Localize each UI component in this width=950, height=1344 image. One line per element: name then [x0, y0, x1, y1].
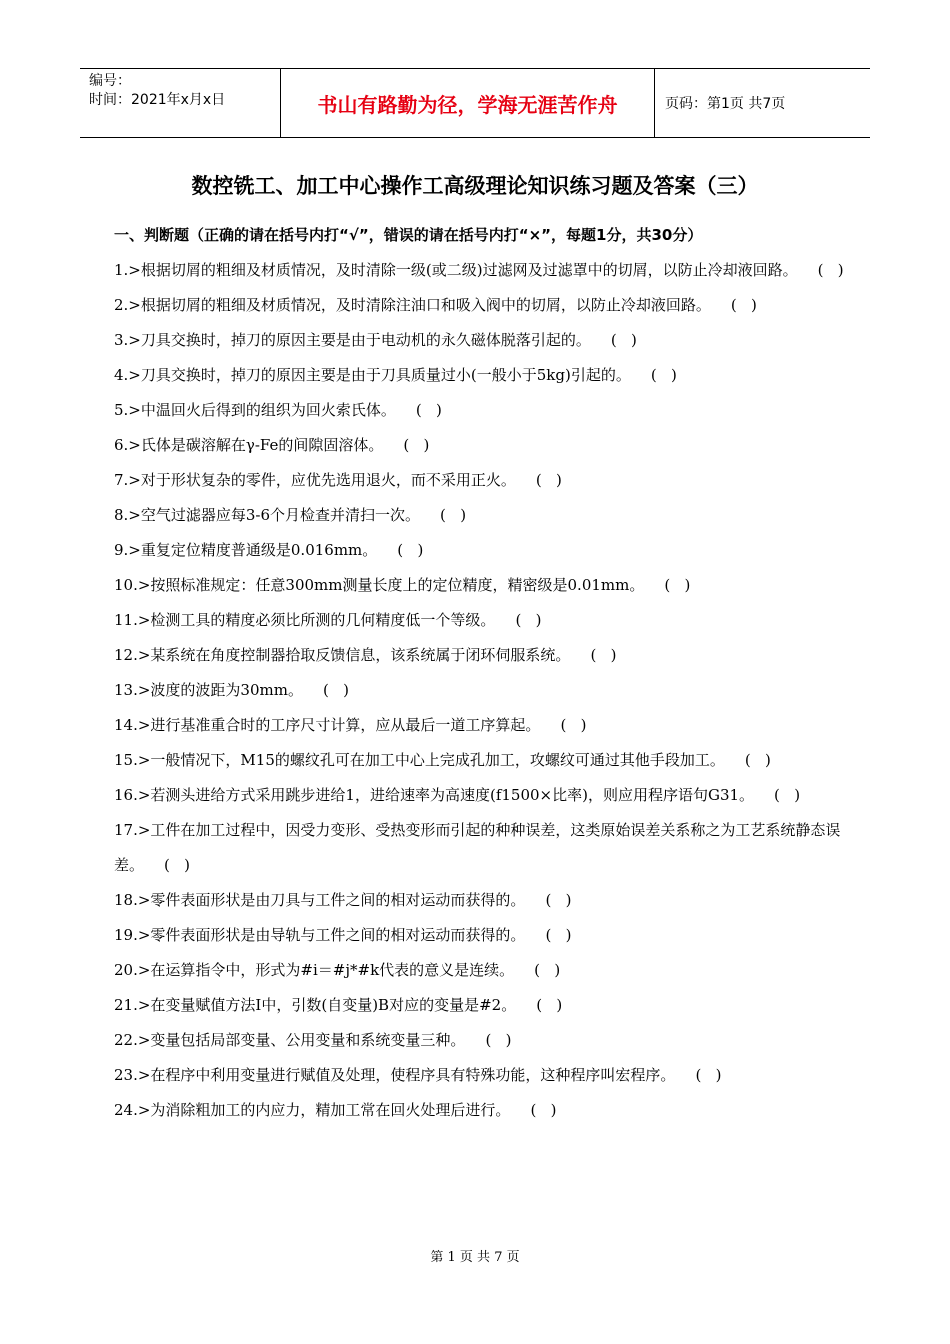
question-text: 6.>氏体是碳溶解在γ-Fe的间隙固溶体。	[114, 436, 384, 454]
question-item	[114, 988, 844, 1023]
question-text: 19.>零件表面形状是由导轨与工件之间的相对运动而获得的。	[114, 926, 526, 944]
answer-bracket: ( )	[535, 471, 562, 489]
question-text: 4.>刀具交换时，掉刀的原因主要是由于刀具质量过小(一般小于5kg)引起的。	[114, 366, 631, 384]
question-item	[114, 778, 844, 813]
question-text: 1.>根据切屑的粗细及材质情况，及时清除一级(或二级)过滤网及过滤罩中的切屑，以防止冷却液回路。	[114, 261, 798, 279]
answer-bracket: ( )	[610, 331, 637, 349]
answer-bracket: ( )	[774, 786, 801, 804]
question-item	[114, 673, 844, 708]
date-label: 时间：2021年x月x日	[89, 92, 226, 108]
answer-bracket: ( )	[515, 611, 542, 629]
question-text: 7.>对于形状复杂的零件，应优先选用退火，而不采用正火。	[114, 471, 516, 489]
answer-bracket: ( )	[650, 366, 677, 384]
number-label: 编号：	[89, 73, 131, 89]
question-text: 17.>工件在加工过程中，因受力变形、受热变形而引起的种种误差，这类原始误差关系称之为工艺系统静态误差。	[114, 821, 841, 874]
question-item	[114, 428, 844, 463]
question-text: 21.>在变量赋值方法I中，引数(自变量)B对应的变量是#2。	[114, 996, 517, 1014]
question-text: 2.>根据切屑的粗细及材质情况，及时清除注油口和吸入阀中的切屑，以防止冷却液回路。	[114, 296, 711, 314]
question-text: 24.>为消除粗加工的内应力，精加工常在回火处理后进行。	[114, 1101, 511, 1119]
question-item	[114, 1023, 844, 1058]
answer-bracket: ( )	[534, 961, 561, 979]
answer-bracket: ( )	[164, 856, 191, 874]
question-text: 22.>变量包括局部变量、公用变量和系统变量三种。	[114, 1031, 466, 1049]
question-text: 8.>空气过滤器应每3-6个月检查并清扫一次。	[114, 506, 421, 524]
answer-bracket: ( )	[730, 296, 757, 314]
document-header	[80, 68, 870, 138]
answer-bracket: ( )	[744, 751, 771, 769]
answer-bracket: ( )	[590, 646, 617, 664]
question-item	[114, 498, 844, 533]
answer-bracket: ( )	[415, 401, 442, 419]
question-item	[114, 813, 844, 883]
question-item	[114, 1093, 844, 1128]
question-text: 5.>中温回火后得到的组织为回火索氏体。	[114, 401, 396, 419]
question-item	[114, 323, 844, 358]
question-text: 18.>零件表面形状是由刀具与工件之间的相对运动而获得的。	[114, 891, 526, 909]
question-item	[114, 1058, 844, 1093]
answer-bracket: ( )	[664, 576, 691, 594]
question-text: 20.>在运算指令中，形式为#i＝#j*#k代表的意义是连续。	[114, 961, 515, 979]
question-item	[114, 883, 844, 918]
answer-bracket: ( )	[440, 506, 467, 524]
question-item	[114, 708, 844, 743]
question-item	[114, 533, 844, 568]
header-motto-cell	[281, 69, 655, 137]
motto-text: 书山有路勤为径，学海无涯苦作舟	[317, 92, 618, 117]
answer-bracket: ( )	[695, 1066, 722, 1084]
answer-bracket: ( )	[322, 681, 349, 699]
answer-bracket: ( )	[545, 891, 572, 909]
question-text: 9.>重复定位精度普通级是0.016mm。	[114, 541, 378, 559]
document-title: 数控铣工、加工中心操作工高级理论知识练习题及答案（三）	[191, 174, 759, 198]
question-text: 23.>在程序中利用变量进行赋值及处理，使程序具有特殊功能，这种程序叫宏程序。	[114, 1066, 676, 1084]
question-item	[114, 918, 844, 953]
question-text: 15.>一般情况下，M15的螺纹孔可在加工中心上完成孔加工，攻螺纹可通过其他手段加工。	[114, 751, 725, 769]
question-item	[114, 638, 844, 673]
page-info: 页码：第1页 共7页	[665, 96, 786, 112]
header-meta-cell	[80, 69, 281, 137]
question-text: 12.>某系统在角度控制器拾取反馈信息，该系统属于闭环伺服系统。	[114, 646, 571, 664]
question-item	[114, 463, 844, 498]
answer-bracket: ( )	[817, 261, 844, 279]
answer-bracket: ( )	[536, 996, 563, 1014]
answer-bracket: ( )	[530, 1101, 557, 1119]
header-page-cell	[655, 69, 870, 137]
question-text: 16.>若测头进给方式采用跳步进给1，进给速率为高速度(f1500×比率)，则应用程序语句G31。	[114, 786, 755, 804]
answer-bracket: ( )	[560, 716, 587, 734]
question-text: 13.>波度的波距为30mm。	[114, 681, 303, 699]
question-list	[114, 253, 844, 1128]
question-text: 11.>检测工具的精度必须比所测的几何精度低一个等级。	[114, 611, 496, 629]
question-text: 10.>按照标准规定：任意300mm测量长度上的定位精度，精密级是0.01mm。	[114, 576, 645, 594]
question-item	[114, 253, 844, 288]
question-item	[114, 358, 844, 393]
question-item	[114, 288, 844, 323]
question-item	[114, 953, 844, 988]
answer-bracket: ( )	[545, 926, 572, 944]
answer-bracket: ( )	[485, 1031, 512, 1049]
question-text: 3.>刀具交换时，掉刀的原因主要是由于电动机的永久磁体脱落引起的。	[114, 331, 591, 349]
answer-bracket: ( )	[397, 541, 424, 559]
question-item	[114, 568, 844, 603]
section-heading: 一、判断题（正确的请在括号内打“√”，错误的请在括号内打“×”，每题1分，共30分）	[114, 226, 703, 244]
answer-bracket: ( )	[403, 436, 430, 454]
question-text: 14.>进行基准重合时的工序尺寸计算，应从最后一道工序算起。	[114, 716, 541, 734]
question-item	[114, 603, 844, 638]
question-item	[114, 743, 844, 778]
page-footer: 第 1 页 共 7 页	[430, 1250, 520, 1265]
question-item	[114, 393, 844, 428]
